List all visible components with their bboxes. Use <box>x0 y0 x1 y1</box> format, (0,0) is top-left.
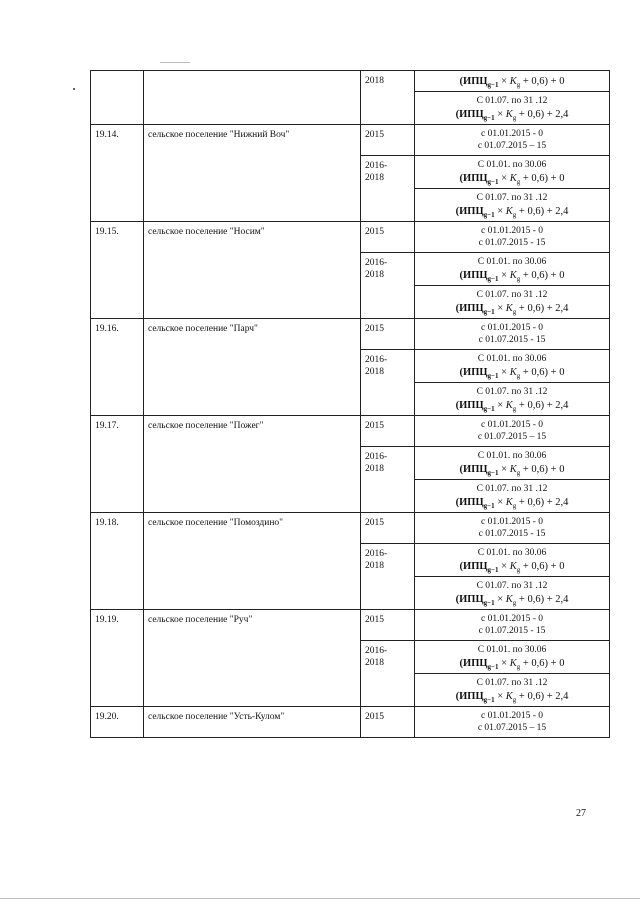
date-range-text: с 01.07.2015 – 15 <box>477 723 547 733</box>
date-range-text: С 01.07. по 31 .12 <box>476 387 548 397</box>
formula-index-name <box>459 561 499 575</box>
tariff-formula-cell <box>415 544 610 577</box>
row-number: 19.14. <box>91 125 144 222</box>
formula-expression <box>417 366 607 379</box>
period-year: 2015 <box>361 125 415 156</box>
formula-coefficient-subscript: g <box>512 405 517 414</box>
formula-times: × <box>498 561 510 572</box>
formula-cpi: (ИПЦ <box>455 691 484 702</box>
date-range-text: С 01.07. по 31 .12 <box>476 290 548 300</box>
date-range-text: С 01.07. по 31 .12 <box>476 484 548 494</box>
date-range-text: с 01.01.2015 - 0 <box>480 614 543 624</box>
formula-times: × <box>498 464 510 475</box>
date-range-text: С 01.01. по 30.06 <box>477 354 547 364</box>
tariff-formula-cell <box>415 156 610 189</box>
table-row <box>91 610 610 641</box>
date-range-text: С 01.01. по 30.06 <box>477 160 547 170</box>
formula-coefficient-subscript: g <box>512 308 517 317</box>
formula-tail: + 0,6) + 2,4 <box>516 206 569 217</box>
formula-times: × <box>498 270 510 281</box>
date-range-text: с 01.01.2015 - 0 <box>480 323 543 333</box>
date-range-text: с 01.07.2015 - 15 <box>478 238 546 248</box>
formula-cpi: (ИПЦ <box>455 206 484 217</box>
formula-cpi: (ИПЦ <box>455 109 484 120</box>
table-row <box>91 707 610 738</box>
date-range-text: с 01.07.2015 – 15 <box>477 141 547 151</box>
scan-artifact-top <box>160 62 190 63</box>
scan-artifact-dot <box>73 88 75 90</box>
formula-tail: + 0,6) + 0 <box>520 561 565 572</box>
formula-coefficient-subscript: g <box>512 114 517 123</box>
formula-times: × <box>494 109 506 120</box>
formula-cpi-subscript: g−1 <box>483 308 495 317</box>
tariff-formula-cell <box>415 577 610 610</box>
formula-coefficient-subscript: g <box>516 81 521 90</box>
period-year: 2016- 2018 <box>361 641 415 707</box>
date-range-text: С 01.01. по 30.06 <box>477 257 547 267</box>
formula-index-name <box>459 464 499 478</box>
table-row <box>91 125 610 156</box>
formula-cpi-subscript: g−1 <box>487 566 499 575</box>
tariff-formula-cell <box>415 416 610 447</box>
table-row <box>91 319 610 350</box>
formula-cpi: (ИПЦ <box>459 270 488 281</box>
formula-coefficient: K <box>505 109 513 120</box>
formula-tail: + 0,6) + 2,4 <box>516 303 569 314</box>
formula-times: × <box>494 497 506 508</box>
formula-coefficient: K <box>509 658 517 669</box>
formula-tail: + 0,6) + 0 <box>520 173 565 184</box>
formula-coefficient-subscript: g <box>516 663 521 672</box>
formula-cpi-subscript: g−1 <box>483 211 495 220</box>
formula-tail: + 0,6) + 2,4 <box>516 497 569 508</box>
formula-coefficient: K <box>505 497 513 508</box>
settlement-name: сельское поселение "Носим" <box>144 222 361 319</box>
formula-index-name <box>455 691 495 705</box>
formula-cpi-subscript: g−1 <box>483 696 495 705</box>
formula-coefficient: K <box>505 206 513 217</box>
tariff-formula-cell <box>415 189 610 222</box>
formula-coefficient-subscript: g <box>512 502 517 511</box>
formula-coefficient-subscript: g <box>516 372 521 381</box>
tariff-formula-cell <box>415 222 610 253</box>
date-range-text: с 01.01.2015 - 0 <box>480 517 543 527</box>
date-range-text: с 01.01.2015 - 0 <box>480 226 543 236</box>
formula-coefficient-subscript: g <box>516 275 521 284</box>
page-number: 27 <box>576 808 586 819</box>
tariff-formula-cell <box>415 253 610 286</box>
formula-cpi: (ИПЦ <box>455 303 484 314</box>
formula-times: × <box>494 594 506 605</box>
formula-index-name <box>455 497 495 511</box>
formula-index-name <box>459 658 499 672</box>
formula-tail: + 0,6) + 2,4 <box>516 691 569 702</box>
formula-tail: + 0,6) + 0 <box>520 367 565 378</box>
row-number <box>91 71 144 125</box>
formula-coefficient: K <box>505 594 513 605</box>
settlement-name: сельское поселение "Помоздино" <box>144 513 361 610</box>
formula-cpi: (ИПЦ <box>455 497 484 508</box>
formula-expression <box>417 108 607 121</box>
table-row <box>91 416 610 447</box>
formula-times: × <box>498 658 510 669</box>
formula-index-name <box>459 367 499 381</box>
formula-index-name <box>455 400 495 414</box>
formula-tail: + 0,6) + 0 <box>520 76 565 87</box>
period-year: 2015 <box>361 319 415 350</box>
formula-cpi: (ИПЦ <box>459 658 488 669</box>
formula-cpi-subscript: g−1 <box>487 663 499 672</box>
formula-tail: + 0,6) + 2,4 <box>516 109 569 120</box>
date-range-text: с 01.07.2015 - 15 <box>478 626 546 636</box>
formula-index-name <box>459 270 499 284</box>
formula-expression <box>417 302 607 315</box>
formula-cpi-subscript: g−1 <box>487 469 499 478</box>
table-row <box>91 71 610 92</box>
period-year: 2016- 2018 <box>361 253 415 319</box>
row-number: 19.15. <box>91 222 144 319</box>
formula-coefficient: K <box>505 400 513 411</box>
tariff-table <box>90 70 610 738</box>
date-range-text: с 01.07.2015 – 15 <box>477 432 547 442</box>
formula-index-name <box>455 303 495 317</box>
date-range-text: С 01.07. по 31 .12 <box>476 96 548 106</box>
formula-index-name <box>459 173 499 187</box>
formula-coefficient: K <box>509 561 517 572</box>
date-range-text: С 01.07. по 31 .12 <box>476 193 548 203</box>
formula-coefficient: K <box>509 464 517 475</box>
date-range-text: С 01.01. по 30.06 <box>477 451 547 461</box>
formula-times: × <box>494 400 506 411</box>
settlement-name <box>144 71 361 125</box>
formula-tail: + 0,6) + 0 <box>520 464 565 475</box>
formula-times: × <box>498 367 510 378</box>
formula-cpi: (ИПЦ <box>455 594 484 605</box>
tariff-table-body <box>91 71 610 738</box>
formula-coefficient-subscript: g <box>512 211 517 220</box>
period-year: 2016- 2018 <box>361 156 415 222</box>
formula-coefficient-subscript: g <box>516 178 521 187</box>
tariff-formula-cell <box>415 610 610 641</box>
period-year: 2015 <box>361 610 415 641</box>
formula-coefficient: K <box>509 270 517 281</box>
period-year: 2018 <box>361 71 415 125</box>
date-range-text: С 01.01. по 30.06 <box>477 645 547 655</box>
period-year: 2015 <box>361 707 415 738</box>
formula-expression <box>417 172 607 185</box>
tariff-formula-cell <box>415 383 610 416</box>
row-number: 19.18. <box>91 513 144 610</box>
formula-expression <box>417 690 607 703</box>
settlement-name: сельское поселение "Пожег" <box>144 416 361 513</box>
tariff-formula-cell <box>415 674 610 707</box>
period-year: 2015 <box>361 222 415 253</box>
formula-tail: + 0,6) + 0 <box>520 270 565 281</box>
formula-expression <box>417 657 607 670</box>
formula-coefficient-subscript: g <box>512 599 517 608</box>
formula-index-name <box>459 76 499 90</box>
settlement-name: сельское поселение "Нижний Воч" <box>144 125 361 222</box>
date-range-text: с 01.01.2015 - 0 <box>480 711 543 721</box>
formula-cpi: (ИПЦ <box>459 561 488 572</box>
formula-index-name <box>455 206 495 220</box>
tariff-formula-cell <box>415 92 610 125</box>
period-year: 2015 <box>361 416 415 447</box>
period-year: 2016- 2018 <box>361 350 415 416</box>
period-year: 2015 <box>361 513 415 544</box>
tariff-formula-cell <box>415 125 610 156</box>
formula-times: × <box>494 303 506 314</box>
formula-cpi-subscript: g−1 <box>483 502 495 511</box>
formula-coefficient: K <box>509 76 517 87</box>
tariff-formula-cell <box>415 480 610 513</box>
formula-coefficient-subscript: g <box>516 469 521 478</box>
date-range-text: с 01.01.2015 - 0 <box>480 129 543 139</box>
row-number: 19.19. <box>91 610 144 707</box>
formula-times: × <box>498 76 510 87</box>
formula-cpi-subscript: g−1 <box>487 275 499 284</box>
formula-coefficient: K <box>509 173 517 184</box>
formula-times: × <box>498 173 510 184</box>
formula-cpi-subscript: g−1 <box>487 372 499 381</box>
tariff-formula-cell <box>415 513 610 544</box>
formula-cpi: (ИПЦ <box>459 76 488 87</box>
formula-expression <box>417 496 607 509</box>
scan-artifact-bottom <box>0 898 640 899</box>
date-range-text: с 01.07.2015 - 15 <box>478 335 546 345</box>
formula-expression <box>417 399 607 412</box>
tariff-formula-cell <box>415 641 610 674</box>
settlement-name: сельское поселение "Усть-Кулом" <box>144 707 361 738</box>
date-range-text: С 01.01. по 30.06 <box>477 548 547 558</box>
formula-cpi-subscript: g−1 <box>483 599 495 608</box>
formula-cpi-subscript: g−1 <box>487 178 499 187</box>
tariff-formula-cell <box>415 71 610 92</box>
formula-coefficient: K <box>505 303 513 314</box>
tariff-formula-cell <box>415 319 610 350</box>
row-number: 19.16. <box>91 319 144 416</box>
row-number: 19.20. <box>91 707 144 738</box>
formula-tail: + 0,6) + 0 <box>520 658 565 669</box>
formula-index-name <box>455 594 495 608</box>
table-row <box>91 222 610 253</box>
tariff-formula-cell <box>415 707 610 738</box>
formula-expression <box>417 205 607 218</box>
tariff-formula-cell <box>415 286 610 319</box>
date-range-text: С 01.07. по 31 .12 <box>476 581 548 591</box>
formula-expression <box>417 560 607 573</box>
formula-index-name <box>455 109 495 123</box>
formula-tail: + 0,6) + 2,4 <box>516 400 569 411</box>
date-range-text: С 01.07. по 31 .12 <box>476 678 548 688</box>
formula-coefficient: K <box>509 367 517 378</box>
formula-expression <box>417 593 607 606</box>
formula-coefficient: K <box>505 691 513 702</box>
settlement-name: сельское поселение "Парч" <box>144 319 361 416</box>
formula-expression <box>417 75 607 88</box>
settlement-name: сельское поселение "Руч" <box>144 610 361 707</box>
formula-times: × <box>494 691 506 702</box>
formula-coefficient-subscript: g <box>512 696 517 705</box>
formula-tail: + 0,6) + 2,4 <box>516 594 569 605</box>
period-year: 2016- 2018 <box>361 544 415 610</box>
formula-expression <box>417 463 607 476</box>
period-year: 2016- 2018 <box>361 447 415 513</box>
formula-coefficient-subscript: g <box>516 566 521 575</box>
row-number: 19.17. <box>91 416 144 513</box>
formula-cpi-subscript: g−1 <box>487 81 499 90</box>
formula-cpi: (ИПЦ <box>455 400 484 411</box>
date-range-text: с 01.07.2015 - 15 <box>478 529 546 539</box>
table-row <box>91 513 610 544</box>
formula-cpi: (ИПЦ <box>459 464 488 475</box>
formula-cpi: (ИПЦ <box>459 367 488 378</box>
formula-times: × <box>494 206 506 217</box>
formula-expression <box>417 269 607 282</box>
formula-cpi-subscript: g−1 <box>483 114 495 123</box>
tariff-formula-cell <box>415 447 610 480</box>
formula-cpi: (ИПЦ <box>459 173 488 184</box>
formula-cpi-subscript: g−1 <box>483 405 495 414</box>
date-range-text: с 01.01.2015 - 0 <box>480 420 543 430</box>
tariff-formula-cell <box>415 350 610 383</box>
